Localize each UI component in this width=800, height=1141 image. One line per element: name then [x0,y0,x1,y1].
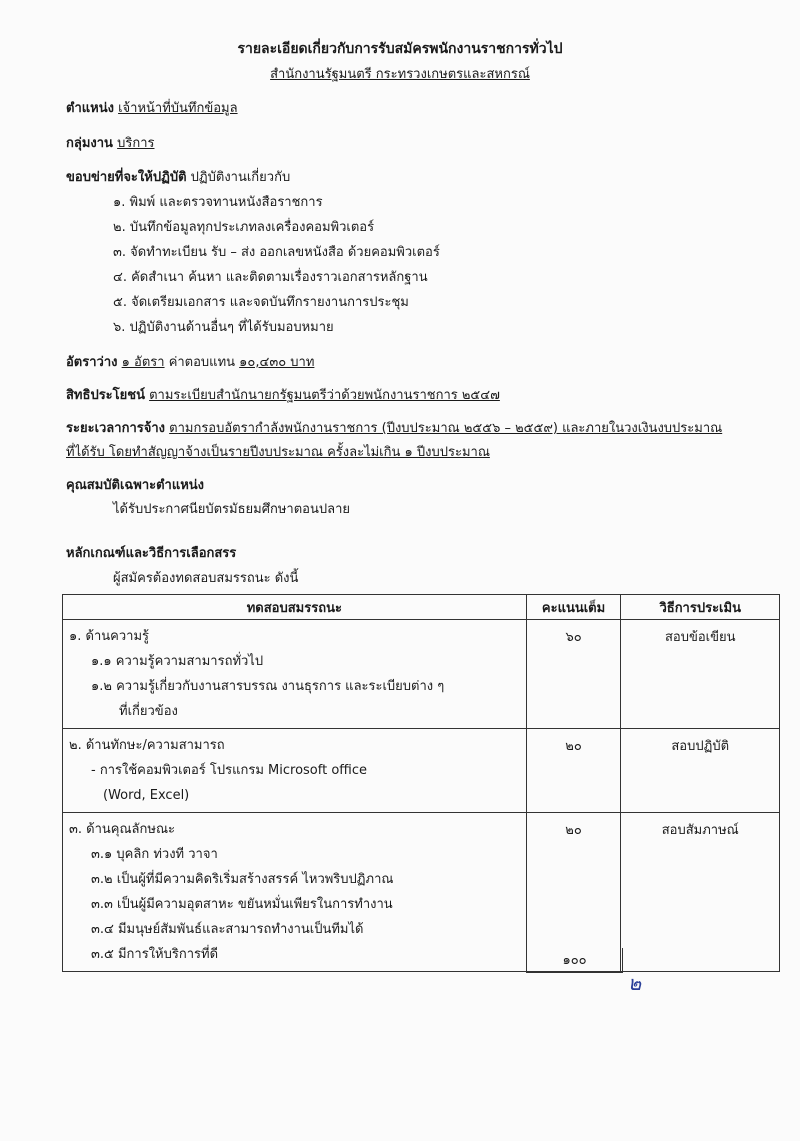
term-row-2 [66,441,490,462]
table-header-row [63,595,780,620]
duty-item: ๔. คัดสำเนา ค้นหา และติดตามเรื่องราวเอกสารหลักฐาน [113,270,428,285]
vacancy-row [66,351,314,372]
competency-cell [63,620,527,729]
method-cell: สอบข้อเขียน [621,620,780,729]
document-title: รายละเอียดเกี่ยวกับการรับสมัครพนักงานราชการทั่วไป [237,41,563,57]
competency-item: ๓.๕ มีการให้บริการที่ดี [91,947,219,962]
position-value: เจ้าหน้าที่บันทึกข้อมูล [118,101,238,116]
method-cell: สอบปฏิบัติ [621,729,780,813]
term-row [66,417,722,438]
group-label: กลุ่มงาน [66,136,113,151]
competency-item: (Word, Excel) [103,788,190,803]
page-number: ๒ [628,971,642,995]
competency-item: ๓.๒ เป็นผู้ที่มีความคิดริเริ่มสร้างสรรค์ ไหวพริบปฏิภาณ [91,872,394,887]
header-method: วิธีการประเมิน [621,595,780,620]
competency-heading: ๑. ด้านความรู้ [69,629,149,644]
competency-item: ๓.๑ บุคลิก ท่วงที วาจา [91,847,218,862]
benefits-label: สิทธิประโยชน์ [66,388,145,403]
competency-item: - การใช้คอมพิวเตอร์ โปรแกรม Microsoft office [91,763,368,778]
benefits-row [66,384,500,405]
scope-row [66,166,290,187]
duty-item: ๖. ปฏิบัติงานด้านอื่นๆ ที่ได้รับมอบหมาย [113,320,334,335]
term-label: ระยะเวลาการจ้าง [66,421,165,436]
scope-intro: ปฏิบัติงานเกี่ยวกับ [190,170,291,185]
method-cell: สอบสัมภาษณ์ [621,813,780,972]
group-row [66,132,154,153]
competency-item: ๑.๑ ความรู้ความสามารถทั่วไป [91,654,264,669]
vacancy-count: ๑ อัตรา [121,355,165,370]
pay-value: ๑๐,๔๓๐ บาท [239,355,315,370]
agency-name: สำนักงานรัฐมนตรี กระทรวงเกษตรและสหกรณ์ [270,67,530,82]
competency-table [62,594,780,972]
benefits-value: ตามระเบียบสำนักนายกรัฐมนตรีว่าด้วยพนักงานราชการ ๒๕๔๗ [149,388,500,403]
duty-item: ๑. พิมพ์ และตรวจทานหนังสือราชการ [113,195,323,210]
competency-item: ๓.๓ เป็นผู้มีความอุตสาหะ ขยันหมั่นเพียรในการทำงาน [91,897,393,912]
qualification-label: คุณสมบัติเฉพาะตำแหน่ง [66,478,205,493]
duty-item: ๒. บันทึกข้อมูลทุกประเภทลงเครื่องคอมพิวเตอร์ [113,220,375,235]
table-row [63,729,780,813]
competency-item: ๓.๔ มีมนุษย์สัมพันธ์และสามารถทำงานเป็นทีมได้ [91,922,364,937]
score-cell: ๒๐ [526,729,621,813]
term-line1: ตามกรอบอัตรากำลังพนักงานราชการ (ปีงบประมาณ ๒๕๕๖ – ๒๕๕๙) และภายในวงเงินงบประมาณ [169,421,723,436]
position-label: ตำแหน่ง [66,101,114,116]
competency-heading: ๓. ด้านคุณลักษณะ [69,822,175,837]
table-row [63,813,780,972]
duty-item: ๓. จัดทำทะเบียน รับ – ส่ง ออกเลขหนังสือ ด้วยคอมพิวเตอร์ [113,245,440,260]
position-row [66,97,238,118]
score-cell: ๖๐ [526,620,621,729]
selection-label: หลักเกณฑ์และวิธีการเลือกสรร [66,546,237,561]
term-line2: ที่ได้รับ โดยทำสัญญาจ้างเป็นรายปีงบประมาณ ครั้งละไม่เกิน ๑ ปีงบประมาณ [66,445,490,460]
competency-cell [63,813,527,972]
scope-label: ขอบข่ายที่จะให้ปฏิบัติ [66,170,187,185]
group-value: บริการ [117,136,155,151]
pay-label: ค่าตอบแทน [168,355,236,370]
table-row [63,620,780,729]
score-cell: ๒๐ [526,813,621,972]
header-competency: ทดสอบสมรรถนะ [63,595,527,620]
vacancy-label: อัตราว่าง [66,355,118,370]
competency-item: ๑.๒ ความรู้เกี่ยวกับงานสารบรรณ งานธุรการ และระเบียบต่าง ๆ [91,679,445,694]
competency-heading: ๒. ด้านทักษะ/ความสามารถ [69,738,225,753]
competency-item: ที่เกี่ยวข้อง [119,704,178,719]
qualification-value: ได้รับประกาศนียบัตรมัธยมศึกษาตอนปลาย [113,502,350,517]
total-score: ๑๐๐ [526,948,623,973]
competency-cell [63,729,527,813]
duty-item: ๕. จัดเตรียมเอกสาร และจดบันทึกรายงานการประชุม [113,295,409,310]
selection-intro: ผู้สมัครต้องทดสอบสมรรถนะ ดังนี้ [113,571,299,586]
header-full-score: คะแนนเต็ม [526,595,621,620]
